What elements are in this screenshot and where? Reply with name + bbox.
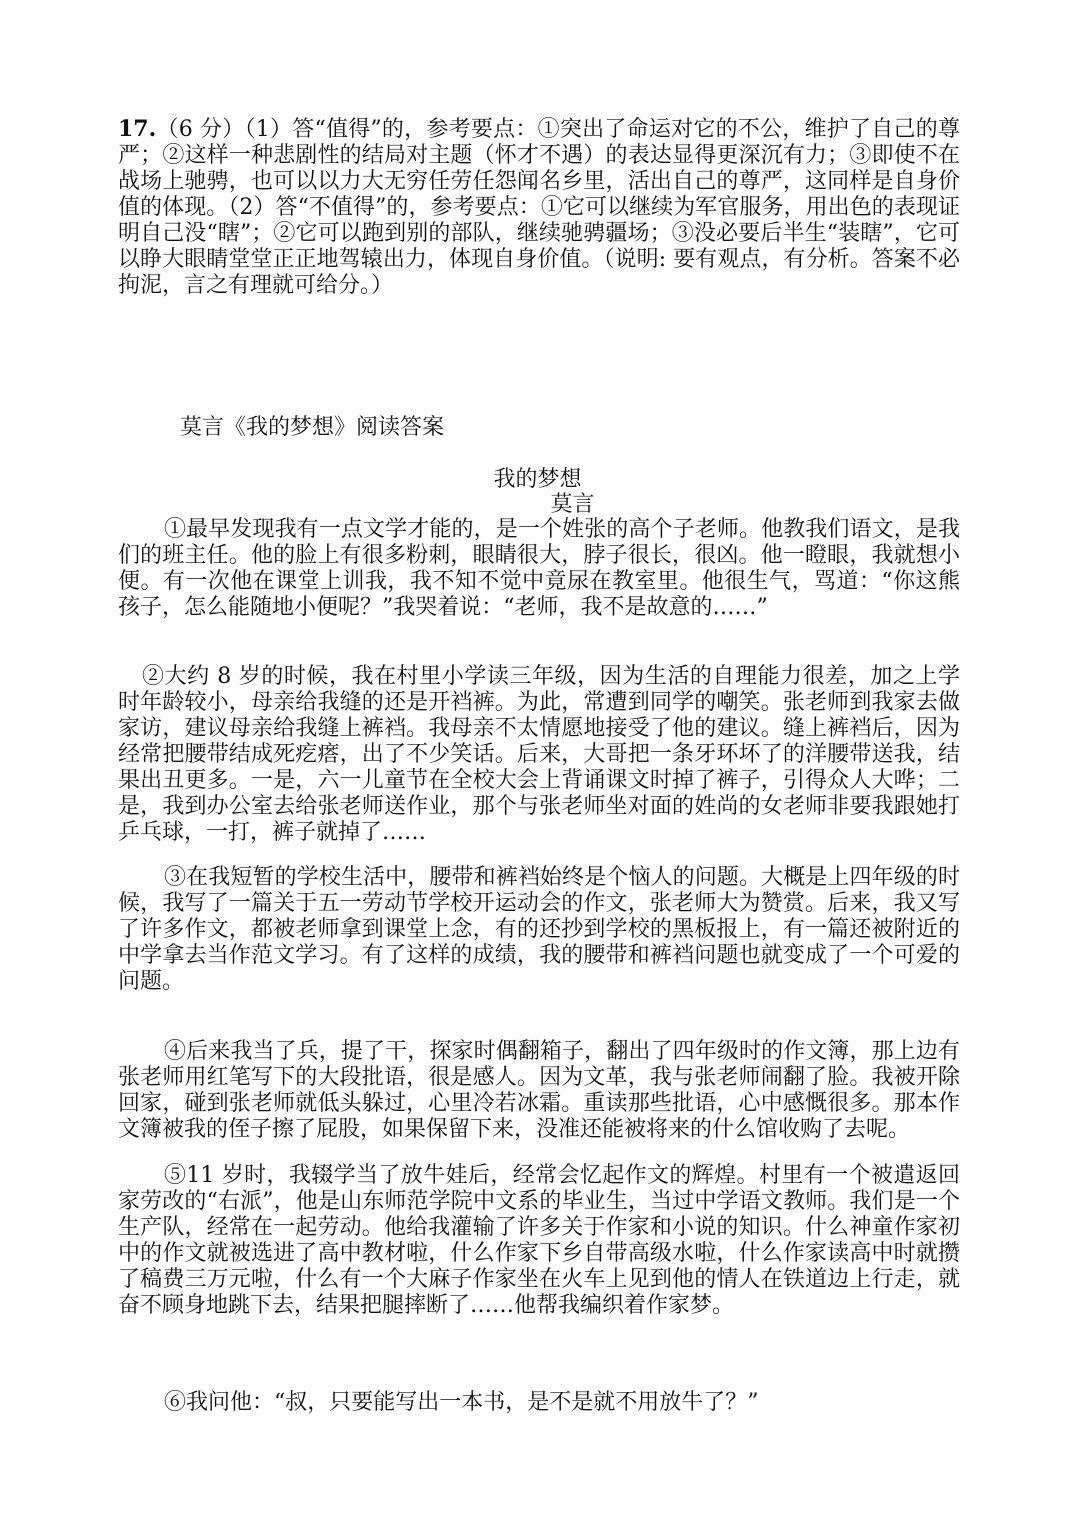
paragraph-3: ③在我短暂的学校生活中，腰带和裤裆始终是个恼人的问题。大概是上四年级的时候，我写了一篇关于五一劳动节学校开运动会的作文，张老师大为赞赏。后来，我又写了许多作文，都被老师拿到课堂上念，有的还抄到学校的黑板报上，有一篇还被附近的中学拿去当作范文学习。有了这样的成绩，我的腰带和裤裆问题也就变成了一个可爱的问题。	[118, 865, 960, 994]
article-author: 莫言	[550, 492, 595, 517]
paragraph-6: ⑥我问他：“叔，只要能写出一本书，是不是就不用放牛了？”	[164, 1390, 759, 1415]
answer-paragraph	[118, 116, 960, 299]
paragraph-2: ②大约 8 岁的时候，我在村里小学读三年级，因为生活的自理能力很差，加之上学时年龄较小，母亲给我缝的还是开裆裤。为此，常遭到同学的嘲笑。张老师到我家去做家访，建议母亲给我缝上裤裆。我母亲不太情愿地接受了他的建议。缝上裤裆后，因为经常把腰带结成死疙瘩，出了不少笑话。后来，大哥把一条牙环坏了的洋腰带送我，结果出丑更多。一是，六一儿童节在全校大会上背诵课文时掉了裤子，引得众人大哗；二是，我到办公室去给张老师送作业，那个与张老师坐对面的姓尚的女老师非要我跟她打乒乓球，一打，裤子就掉了……	[118, 664, 960, 845]
answer-text: （6 分）（1）答“值得”的，参考要点：①突出了命运对它的不公，维护了自己的尊严；②这样一种悲剧性的结局对主题（怀才不遇）的表达显得更深沉有力；③即使不在战场上驰骋，也可以以力大无穷任劳任怨闻名乡里，活出自己的尊严，这同样是自身价值的体现。（2）答“不值得”的，参考要点：①它可以继续为军官服务，用出色的表现证明自己没“瞎”；②它可以跑到别的部队，继续驰骋疆场；③没必要后半生“装瞎”，它可以睁大眼睛堂堂正正地驾辕出力，体现自身价值。（说明: 要有观点，有分析。答案不必拘泥，言之有理就可给分。）	[118, 117, 960, 298]
question-number: 17.	[118, 116, 157, 142]
section-title: 莫言《我的梦想》阅读答案	[180, 415, 445, 440]
paragraph-4: ④后来我当了兵，提了干，探家时偶翻箱子，翻出了四年级时的作文簿，那上边有张老师用红笔写下的大段批语，很是感人。因为文革，我与张老师闹翻了脸。我被开除回家，碰到张老师就低头躲过，心里冷若冰霜。重读那些批语，心中感慨很多。那本作文簿被我的侄子擦了屁股，如果保留下来，没准还能被将来的什么馆收购了去呢。	[118, 1039, 960, 1142]
article-title: 我的梦想	[493, 467, 582, 492]
paragraph-5: ⑤11 岁时，我辍学当了放牛娃后，经常会忆起作文的辉煌。村里有一个被遣返回家劳改的“右派”，他是山东师范学院中文系的毕业生，当过中学语文教师。我们是一个生产队，经常在一起劳动。他给我灌输了许多关于作家和小说的知识。什么神童作家初中的作文就被选进了高中教材啦，什么作家下乡自带高级水啦，什么作家读高中时就攒了稿费三万元啦，什么有一个大麻子作家坐在火车上见到他的情人在铁道边上行走，就奋不顾身地跳下去，结果把腿摔断了……他帮我编织着作家梦。	[118, 1163, 960, 1318]
paragraph-1: ①最早发现我有一点文学才能的，是一个姓张的高个子老师。他教我们语文，是我们的班主任。他的脸上有很多粉刺，眼睛很大，脖子很长，很凶。他一瞪眼，我就想小便。有一次他在课堂上训我，我不知不觉中竟尿在教室里。他很生气，骂道：“你这熊孩子，怎么能随地小便呢？”我哭着说：“老师，我不是故意的……”	[118, 517, 960, 620]
